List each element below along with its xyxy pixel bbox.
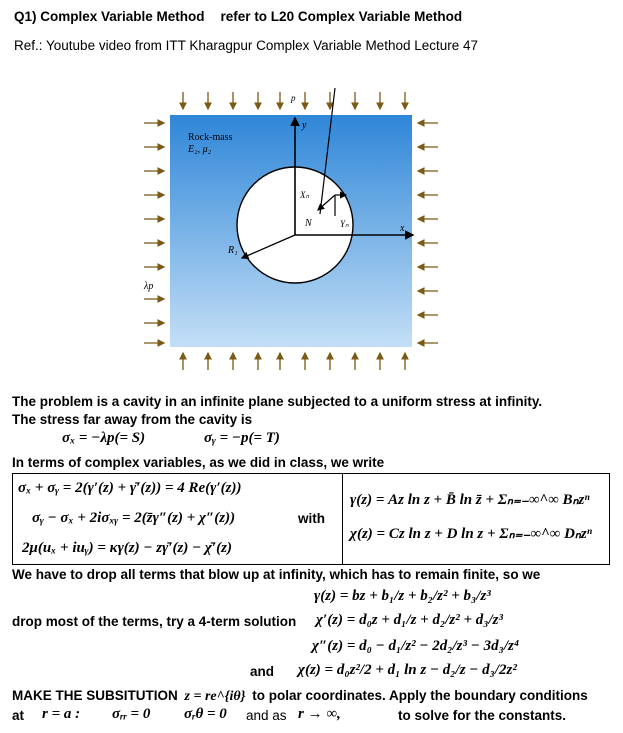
bottom-load-arrows: [183, 353, 405, 370]
xn-label: Xₙ: [300, 190, 310, 200]
sigma-x-equation: σₓ = −λp(= S): [62, 430, 146, 446]
right-load-arrows: [418, 123, 438, 343]
and-label: and: [250, 664, 275, 679]
equation-displacement: 2μ(uₓ + iuᵧ) = κγ(z) − zγ̄′(z) − χ̄′(z): [22, 540, 232, 556]
complex-intro-line: In terms of complex variables, as we did in class, we write: [12, 455, 385, 470]
reference-line: Ref.: Youtube video from ITT Kharagpur Complex Variable Method Lecture 47: [14, 38, 479, 53]
yn-label: Yₙ: [340, 219, 349, 229]
title-part1: Q1) Complex Variable Method: [14, 9, 205, 24]
substitution-text-2: to polar coordinates. Apply the boundary conditions: [252, 688, 588, 703]
load-top-label: p: [291, 93, 296, 103]
equation-chi-series: χ(z) = Cz ln z + D ln z + Σₙ₌₋∞^∞ Dₙzⁿ: [350, 526, 592, 542]
equation-gamma-series: γ(z) = Az ln z + B̄ ln z̄ + Σₙ₌₋∞^∞ Bₙzⁿ: [350, 492, 590, 508]
with-label: with: [298, 511, 325, 526]
solve-label: to solve for the constants.: [398, 708, 567, 723]
and-as-label: and as: [246, 708, 287, 723]
r-equals-a: r = a :: [42, 706, 81, 722]
equation-sum-stress: σₓ + σᵧ = 2(γ′(z) + γ̄′(z)) = 4 Re(γ′(z)): [18, 480, 242, 496]
left-load-arrows: [144, 123, 164, 343]
at-label: at: [12, 708, 25, 723]
normal-label: N: [305, 218, 312, 229]
material-label: E₂, μ₂: [188, 144, 212, 155]
substitution-line: [12, 688, 588, 705]
chi-double-prime-equation: χ″(z) = d₀ − d₁/z² − 2d₂/z³ − 3d₃/z⁴: [312, 638, 520, 654]
r-infinity: r → ∞,: [298, 706, 341, 722]
sigma-rr-condition: σᵣᵣ = 0: [112, 706, 151, 722]
drop-most-label: drop most of the terms, try a 4-term solution: [12, 614, 297, 629]
axis-y-label: y: [302, 120, 307, 131]
drop-terms-line: We have to drop all terms that blow up at infinity, which has to remain finite, so we: [12, 567, 541, 582]
sigma-rtheta-condition: σᵣθ = 0: [184, 706, 227, 722]
equation-diff-stress: σᵧ − σₓ + 2iσₓᵧ = 2(z̄γ″(z) + χ″(z)): [32, 510, 236, 526]
problem-line: The problem is a cavity in an infinite plane subjected to a uniform stress at infinity.: [12, 394, 543, 409]
substitution-equation: z = re^{iθ}: [184, 689, 246, 704]
title-part2: refer to L20 Complex Variable Method: [220, 9, 463, 24]
chi-equation: χ(z) = d₀z²/2 + d₁ ln z − d₂/z − d₃/2z²: [298, 662, 517, 678]
stress-far-line: The stress far away from the cavity is: [12, 412, 253, 427]
substitution-text-1: MAKE THE SUBSITUTION: [12, 688, 178, 703]
sigma-y-equation: σᵧ = −p(= T): [204, 430, 280, 446]
gamma-solution: γ(z) = bz + b₁/z + b₂/z² + b₃/z³: [314, 588, 491, 604]
axis-x-label: x: [400, 223, 405, 234]
rock-mass-label: Rock-mass: [188, 132, 233, 143]
load-side-label: λp: [144, 281, 154, 292]
radius-label: R₁: [228, 245, 238, 256]
chi-prime-equation: χ′(z) = d₀z + d₁/z + d₂/z² + d₃/z³: [316, 612, 503, 628]
question-title: [14, 9, 462, 24]
equation-box-divider: [342, 473, 343, 565]
cavity-figure: [130, 88, 450, 372]
